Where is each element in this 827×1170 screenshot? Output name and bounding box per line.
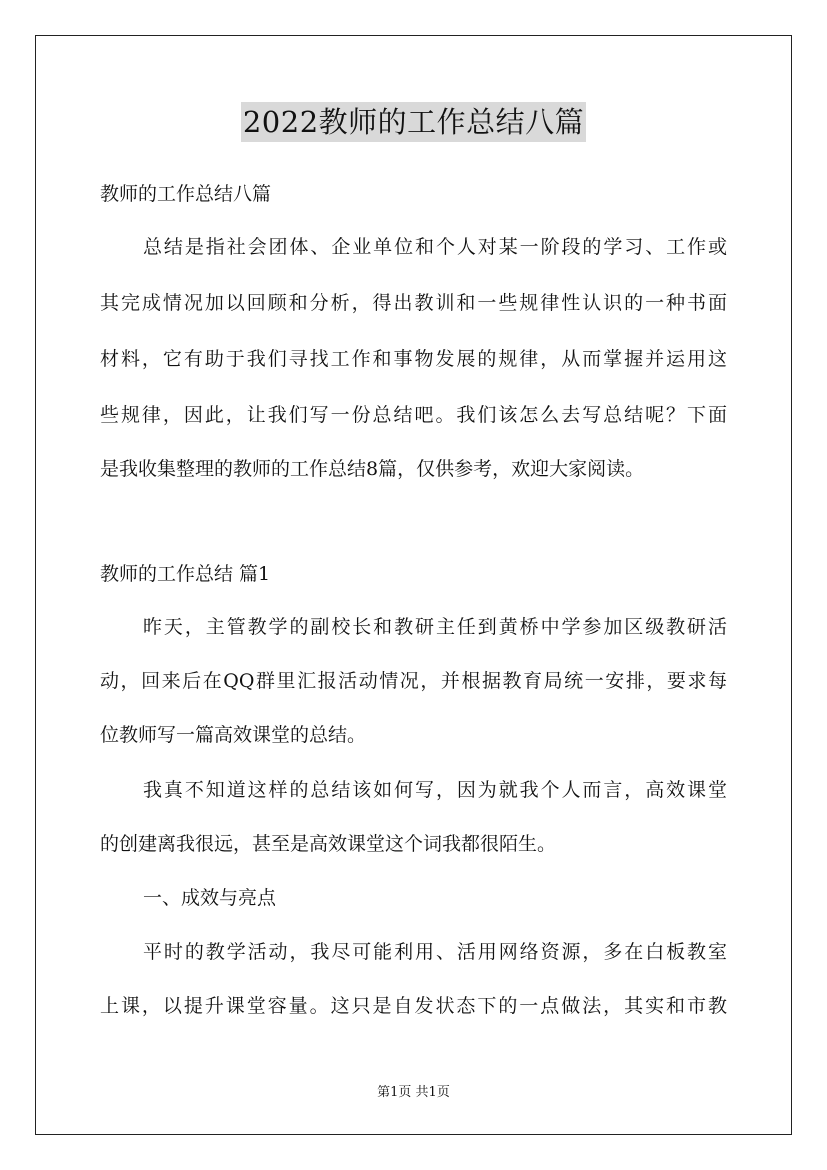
section-heading: 教师的工作总结 篇1	[100, 563, 271, 585]
paragraph-line: 上课，以提升课堂容量。这只是自发状态下的一点做法，其实和市教	[100, 995, 727, 1017]
paragraph-line: 平时的教学活动，我尽可能利用、活用网络资源，多在白板教室	[143, 941, 727, 963]
document-title-block	[0, 102, 827, 142]
paragraph-line: 的创建离我很远，甚至是高效课堂这个词我都很陌生。	[100, 833, 557, 855]
document-title: 2022教师的工作总结八篇	[241, 102, 586, 142]
paragraph-line: 我真不知道这样的总结该如何写，因为就我个人而言，高效课堂	[143, 779, 727, 801]
intro-line: 是我收集整理的教师的工作总结8篇，仅供参考，欢迎大家阅读。	[100, 458, 645, 480]
intro-line: 其完成情况加以回顾和分析，得出教训和一些规律性认识的一种书面	[100, 292, 727, 314]
paragraph-line: 位教师写一篇高效课堂的总结。	[100, 724, 367, 746]
intro-line: 材料，它有助于我们寻找工作和事物发展的规律，从而掌握并运用这	[100, 348, 727, 370]
document-subtitle: 教师的工作总结八篇	[100, 183, 272, 205]
paragraph-line: 昨天，主管教学的副校长和教研主任到黄桥中学参加区级教研活	[143, 616, 727, 638]
intro-line: 些规律，因此，让我们写一份总结吧。我们该怎么去写总结呢？下面	[100, 404, 727, 426]
paragraph-line: 动，回来后在QQ群里汇报活动情况，并根据教育局统一安排，要求每	[100, 670, 727, 692]
page-number-footer: 第1页 共1页	[377, 1085, 450, 1100]
intro-line: 总结是指社会团体、企业单位和个人对某一阶段的学习、工作或	[143, 236, 727, 258]
subheading: 一、成效与亮点	[143, 887, 277, 909]
